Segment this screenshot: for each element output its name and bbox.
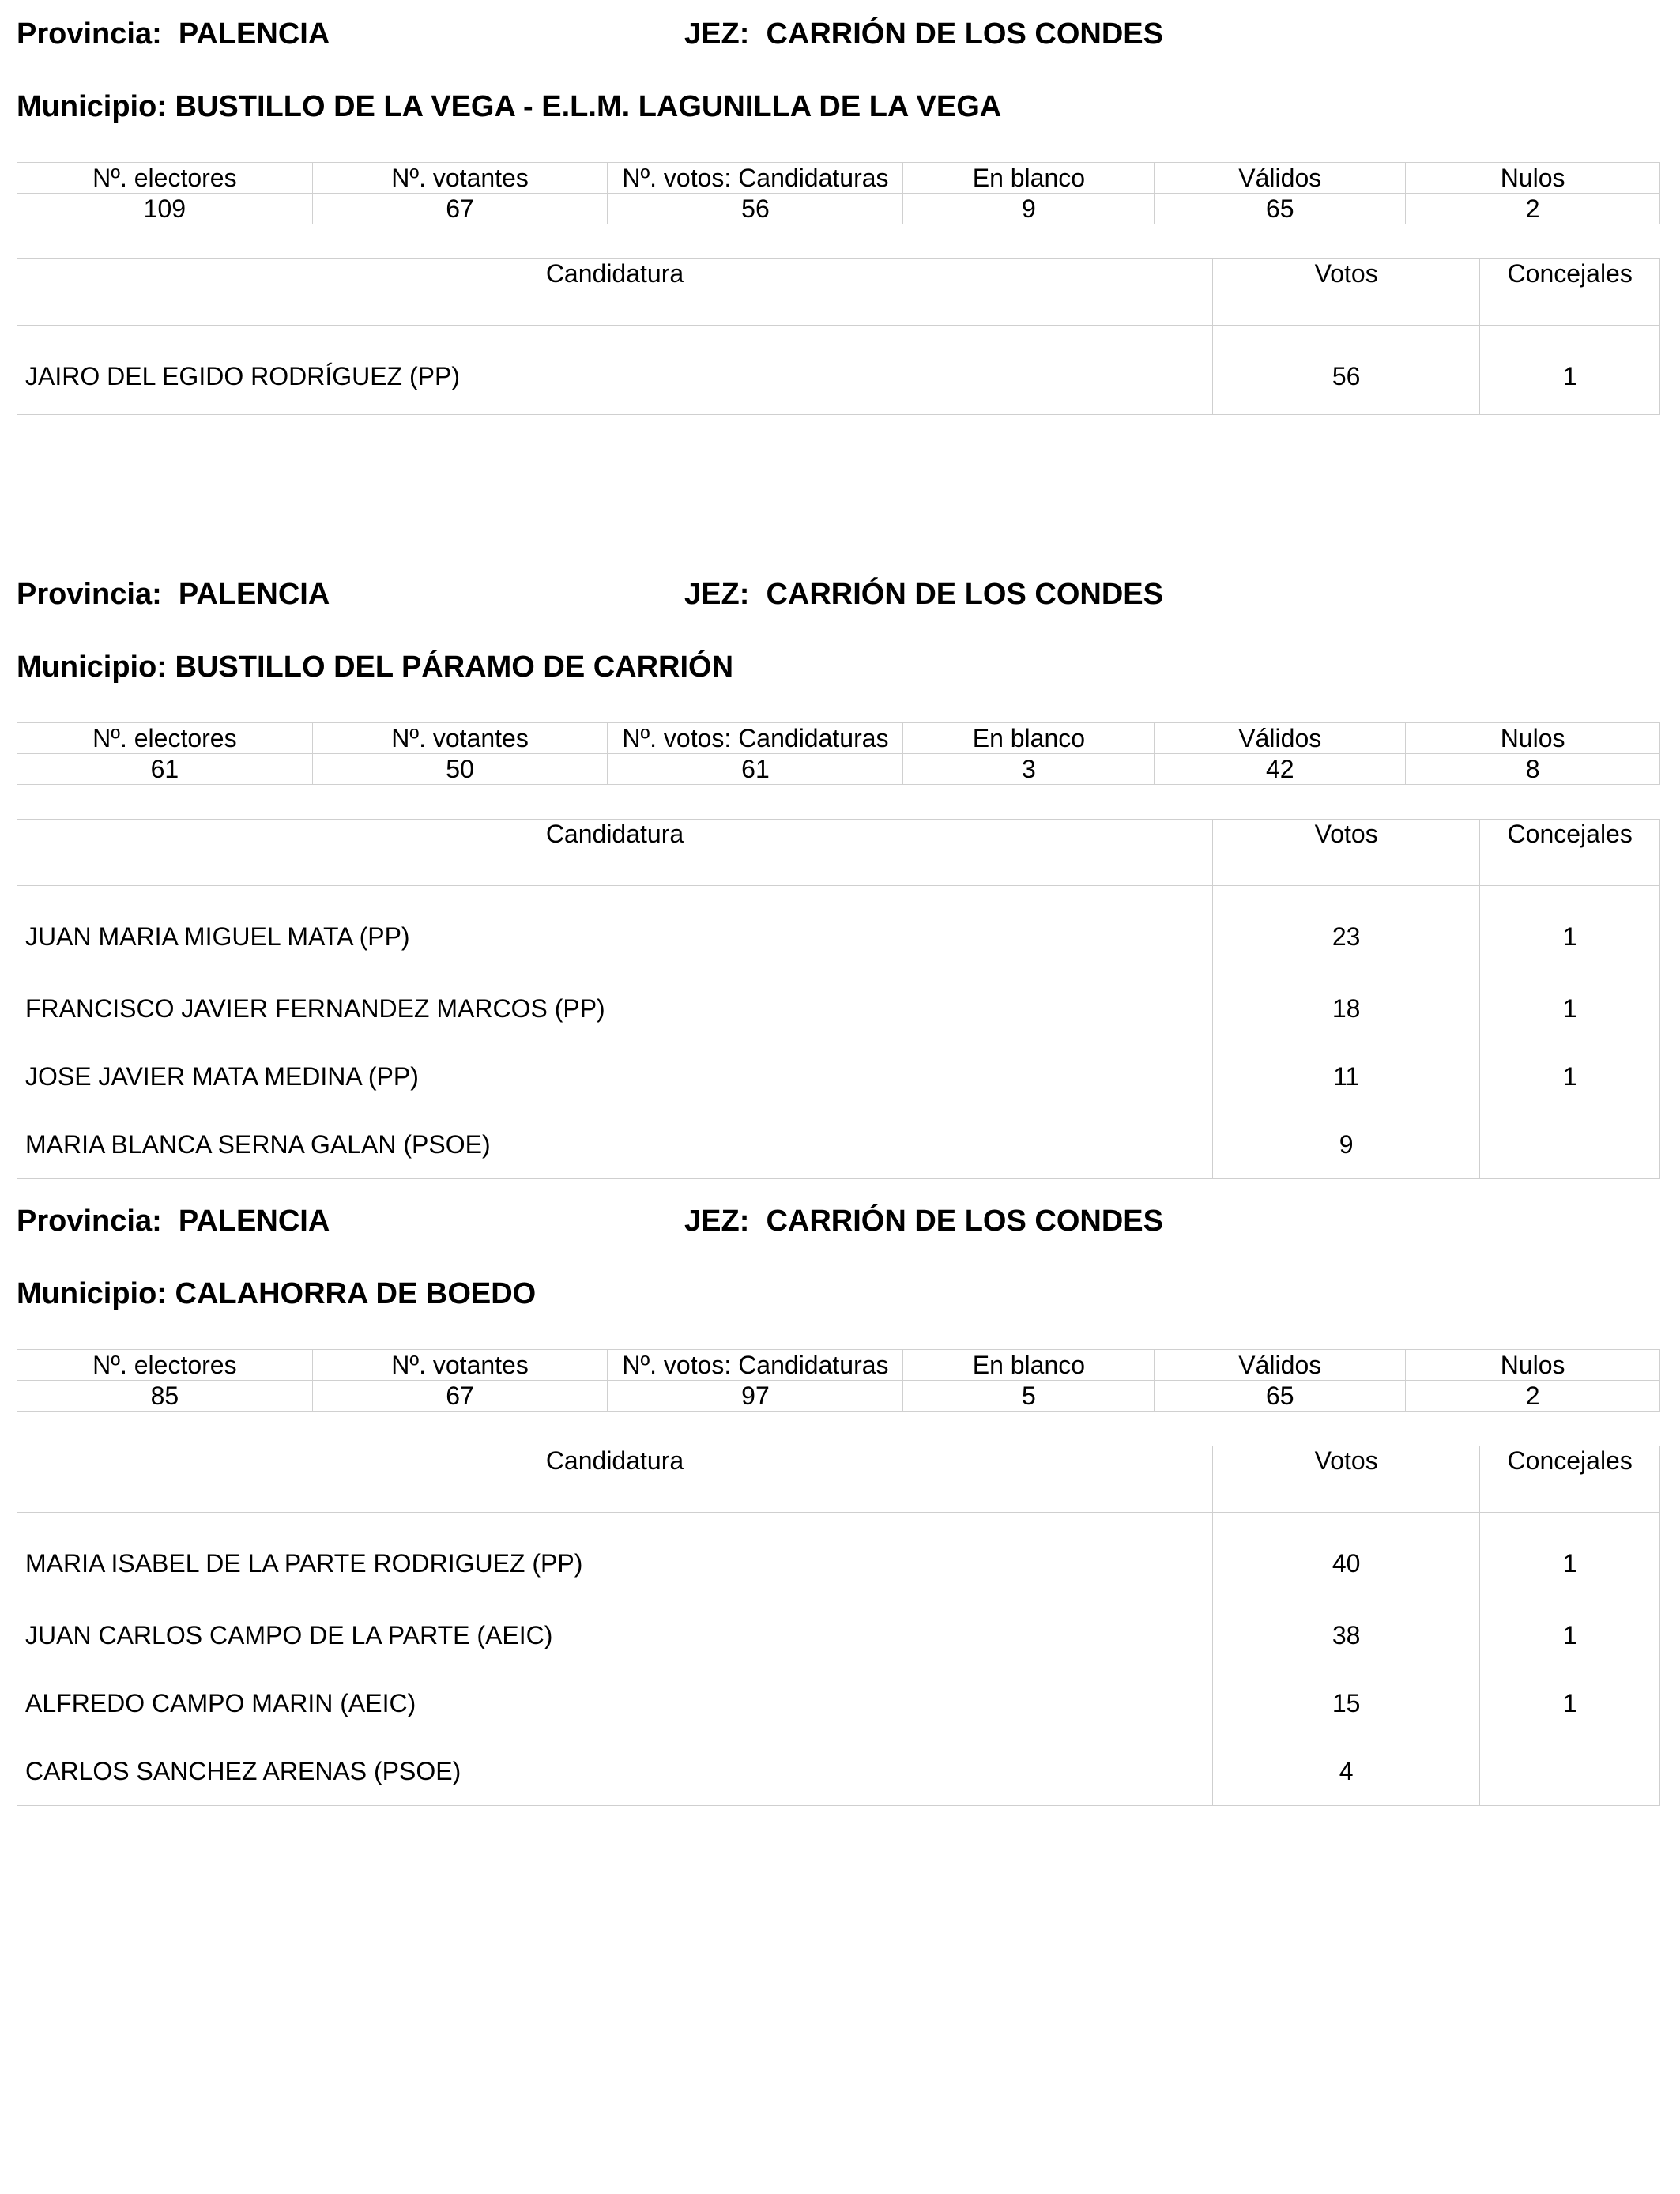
section-2 [17, 578, 1660, 1159]
jez-header [684, 17, 1163, 51]
stats-value: 56 [608, 194, 903, 224]
stats-header: Nulos [1406, 163, 1660, 194]
stats-header: Nulos [1406, 1350, 1660, 1381]
stats-header: Nº. electores [17, 723, 313, 754]
stats-table [17, 162, 1660, 224]
stats-header: Válidos [1155, 1350, 1406, 1381]
stats-header: En blanco [903, 1350, 1155, 1381]
table-row [17, 974, 1660, 1042]
stats-header: En blanco [903, 163, 1155, 194]
table-row [17, 1601, 1660, 1669]
stats-value: 50 [312, 754, 608, 785]
table-row [17, 1669, 1660, 1737]
stats-table [17, 722, 1660, 785]
candidate-concejales [1480, 1110, 1660, 1179]
header-row [17, 578, 1660, 625]
candidate-name: JAIRO DEL EGIDO RODRÍGUEZ (PP) [17, 326, 1213, 415]
stats-header: Nº. votantes [312, 1350, 608, 1381]
stats-value: 67 [312, 194, 608, 224]
candidate-name: JUAN MARIA MIGUEL MATA (PP) [17, 886, 1213, 975]
provincia-label: Provincia: [17, 1204, 162, 1238]
stats-value: 61 [608, 754, 903, 785]
provincia-value: PALENCIA [178, 1204, 330, 1238]
table-row [17, 1042, 1660, 1110]
header-row [17, 17, 1660, 65]
provincia-header [17, 17, 330, 51]
municipio-title [17, 650, 733, 684]
municipio-label: Municipio: [17, 90, 167, 123]
stats-header-row [17, 163, 1660, 194]
stats-value-row [17, 1381, 1660, 1412]
candidates-header-row [17, 1446, 1660, 1513]
concejales-header: Concejales [1480, 820, 1660, 886]
candidate-name: FRANCISCO JAVIER FERNANDEZ MARCOS (PP) [17, 974, 1213, 1042]
provincia-label: Provincia: [17, 578, 162, 611]
provincia-header [17, 578, 330, 612]
stats-value: 65 [1155, 1381, 1406, 1412]
stats-table [17, 1349, 1660, 1412]
jez-header [684, 1204, 1163, 1238]
jez-label: JEZ: [684, 17, 750, 51]
stats-value: 8 [1406, 754, 1660, 785]
candidates-table [17, 258, 1660, 415]
stats-value: 61 [17, 754, 313, 785]
candidate-votes: 38 [1212, 1601, 1479, 1669]
provincia-label: Provincia: [17, 17, 162, 51]
candidates-table [17, 1446, 1660, 1806]
municipio-label: Municipio: [17, 1277, 167, 1310]
table-row [17, 886, 1660, 975]
candidate-name: MARIA BLANCA SERNA GALAN (PSOE) [17, 1110, 1213, 1179]
candidate-concejales: 1 [1480, 326, 1660, 415]
stats-value-row [17, 194, 1660, 224]
stats-header: Válidos [1155, 163, 1406, 194]
candidatura-header: Candidatura [17, 259, 1213, 326]
section-3 [17, 1204, 1660, 1785]
stats-header-row [17, 723, 1660, 754]
header-row [17, 1204, 1660, 1252]
table-row [17, 1513, 1660, 1602]
candidates-header-row [17, 820, 1660, 886]
candidate-concejales: 1 [1480, 1513, 1660, 1602]
stats-value-row [17, 754, 1660, 785]
provincia-header [17, 1204, 330, 1238]
jez-value: CARRIÓN DE LOS CONDES [766, 1204, 1163, 1238]
stats-value: 3 [903, 754, 1155, 785]
stats-header: Nulos [1406, 723, 1660, 754]
candidate-concejales: 1 [1480, 974, 1660, 1042]
stats-header: Nº. votos: Candidaturas [608, 723, 903, 754]
stats-value: 65 [1155, 194, 1406, 224]
stats-value: 2 [1406, 194, 1660, 224]
stats-header: Nº. votantes [312, 163, 608, 194]
candidate-name: CARLOS SANCHEZ ARENAS (PSOE) [17, 1737, 1213, 1806]
candidatura-header: Candidatura [17, 1446, 1213, 1513]
candidates-table [17, 819, 1660, 1179]
stats-value: 42 [1155, 754, 1406, 785]
municipio-value: CALAHORRA DE BOEDO [175, 1277, 537, 1310]
candidate-votes: 56 [1212, 326, 1479, 415]
municipio-value: BUSTILLO DE LA VEGA - E.L.M. LAGUNILLA DE LA VEGA [175, 90, 1002, 123]
candidate-votes: 4 [1212, 1737, 1479, 1806]
stats-header: Nº. votos: Candidaturas [608, 163, 903, 194]
stats-value: 9 [903, 194, 1155, 224]
concejales-header: Concejales [1480, 259, 1660, 326]
candidate-votes: 40 [1212, 1513, 1479, 1602]
jez-label: JEZ: [684, 1204, 750, 1238]
candidate-name: MARIA ISABEL DE LA PARTE RODRIGUEZ (PP) [17, 1513, 1213, 1602]
votos-header: Votos [1212, 1446, 1479, 1513]
stats-value: 67 [312, 1381, 608, 1412]
stats-header: Nº. votantes [312, 723, 608, 754]
candidate-name: JOSE JAVIER MATA MEDINA (PP) [17, 1042, 1213, 1110]
candidate-concejales: 1 [1480, 1601, 1660, 1669]
municipio-title [17, 90, 1001, 124]
stats-header: Nº. electores [17, 1350, 313, 1381]
stats-header: Nº. electores [17, 163, 313, 194]
table-row [17, 326, 1660, 415]
stats-header: Válidos [1155, 723, 1406, 754]
candidate-concejales [1480, 1737, 1660, 1806]
stats-value: 97 [608, 1381, 903, 1412]
jez-value: CARRIÓN DE LOS CONDES [766, 578, 1163, 611]
stats-header-row [17, 1350, 1660, 1381]
jez-value: CARRIÓN DE LOS CONDES [766, 17, 1163, 51]
candidate-votes: 15 [1212, 1669, 1479, 1737]
candidate-concejales: 1 [1480, 1042, 1660, 1110]
municipio-value: BUSTILLO DEL PÁRAMO DE CARRIÓN [175, 650, 734, 684]
municipio-title [17, 1277, 536, 1311]
candidate-votes: 11 [1212, 1042, 1479, 1110]
stats-value: 2 [1406, 1381, 1660, 1412]
stats-value: 109 [17, 194, 313, 224]
candidate-concejales: 1 [1480, 886, 1660, 975]
stats-header: En blanco [903, 723, 1155, 754]
section-1 [17, 17, 1660, 390]
jez-label: JEZ: [684, 578, 750, 611]
candidate-votes: 23 [1212, 886, 1479, 975]
table-row [17, 1737, 1660, 1806]
concejales-header: Concejales [1480, 1446, 1660, 1513]
candidatura-header: Candidatura [17, 820, 1213, 886]
stats-value: 85 [17, 1381, 313, 1412]
provincia-value: PALENCIA [178, 17, 330, 51]
votos-header: Votos [1212, 820, 1479, 886]
stats-header: Nº. votos: Candidaturas [608, 1350, 903, 1381]
provincia-value: PALENCIA [178, 578, 330, 611]
stats-value: 5 [903, 1381, 1155, 1412]
candidates-header-row [17, 259, 1660, 326]
municipio-label: Municipio: [17, 650, 167, 684]
votos-header: Votos [1212, 259, 1479, 326]
candidate-name: ALFREDO CAMPO MARIN (AEIC) [17, 1669, 1213, 1737]
table-row [17, 1110, 1660, 1179]
candidate-votes: 18 [1212, 974, 1479, 1042]
candidate-name: JUAN CARLOS CAMPO DE LA PARTE (AEIC) [17, 1601, 1213, 1669]
jez-header [684, 578, 1163, 612]
candidate-votes: 9 [1212, 1110, 1479, 1179]
candidate-concejales: 1 [1480, 1669, 1660, 1737]
